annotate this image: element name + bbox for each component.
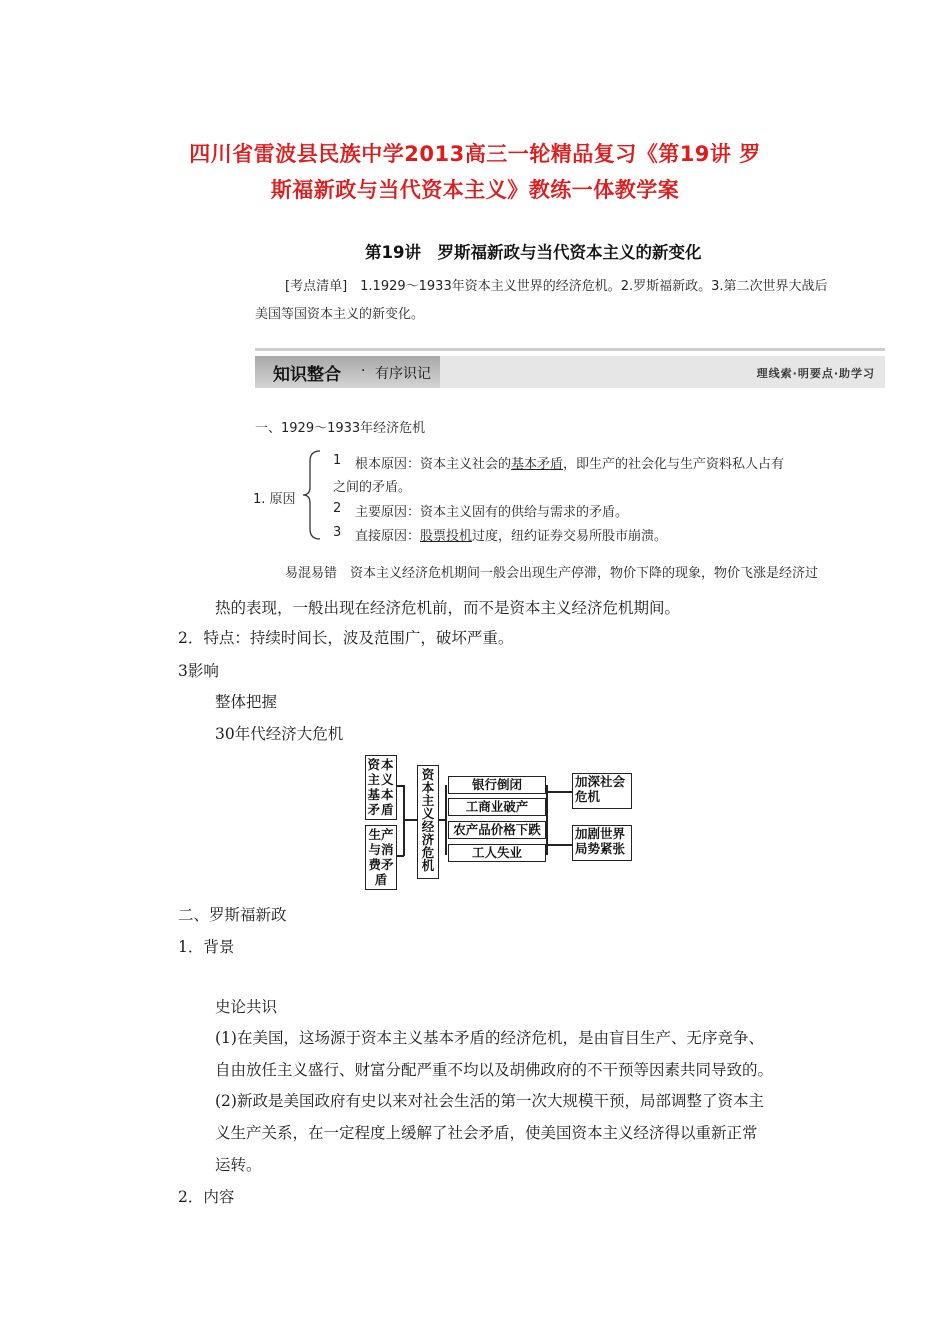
box-basic-label: 资本主义基本矛盾 — [367, 757, 395, 817]
cause3-line — [355, 525, 667, 544]
cause1-text-b: ，即生产的社会化与生产资料私人占有 — [563, 457, 785, 472]
cause1-line2: 之间的矛盾。 — [333, 480, 412, 495]
checklist-line1: [考点清单] 1.1929～1933年资本主义世界的经济危机。2.罗斯福新政。3.第二次世界大战后 — [285, 279, 828, 294]
lesson-title: 第19讲 罗斯福新政与当代资本主义的新变化 — [365, 243, 702, 262]
brace-icon — [300, 449, 324, 541]
box-out1-label: 加深社会危机 — [575, 774, 626, 804]
banner-right: 理线索·明要点·助学习 — [756, 367, 875, 380]
effect-farm-price-drop: 农产品价格下跌 — [448, 821, 546, 839]
box-deepen-social-crisis — [572, 773, 632, 809]
consensus-heading: 史论共识 — [215, 998, 278, 1016]
cause1-number: 1 — [333, 453, 342, 468]
background-heading: 1．背景 — [178, 938, 235, 956]
cause1-text-a: 根本原因：资本主义社会的 — [355, 457, 512, 472]
effect-unemployment: 工人失业 — [448, 844, 546, 862]
consensus-p1-line1: (1)在美国，这场源于资本主义基本矛盾的经济危机，是由盲目生产、无序竞争、 — [215, 1029, 764, 1047]
content-heading: 2．内容 — [178, 1188, 235, 1206]
cause-label: 1. 原因 — [253, 492, 296, 507]
cause1-underlined: 基本矛盾 — [511, 457, 564, 472]
box-basic-contradiction — [365, 755, 397, 820]
cause2-text: 主要原因：资本主义固有的供给与需求的矛盾。 — [355, 505, 629, 520]
consensus-p1-line2: 自由放任主义盛行、财富分配严重不均以及胡佛政府的不干预等因素共同导致的。 — [215, 1061, 774, 1079]
banner-dot: · — [361, 363, 366, 379]
feature-line: 2．特点：持续时间长，波及范围广，破坏严重。 — [178, 629, 514, 647]
consensus-p2-line3: 运转。 — [215, 1156, 262, 1174]
scanned-excerpt — [215, 215, 910, 580]
document-title-line1: 四川省雷波县民族中学2013高三一轮精品复习《第19讲 罗 — [189, 142, 761, 166]
consensus-p2-line2: 义生产关系，在一定程度上缓解了社会矛盾，使美国资本主义经济得以重新正常 — [215, 1124, 758, 1142]
checklist-line2: 美国等国资本主义的新变化。 — [255, 307, 425, 322]
banner-main: 知识整合 — [273, 365, 341, 385]
crisis-diagram — [362, 755, 634, 891]
effect-bank-failure: 银行倒闭 — [448, 776, 546, 794]
document-title-line2: 斯福新政与当代资本主义》教练一体教学案 — [270, 178, 680, 202]
section2-heading: 二、罗斯福新政 — [178, 906, 287, 924]
section1-heading: 一、1929～1933年经济危机 — [255, 421, 426, 436]
cause1-line1 — [355, 453, 784, 472]
box-supply-label: 生产与消费矛盾 — [368, 827, 394, 887]
box-world-tension — [572, 825, 632, 861]
banner-sub: 有序识记 — [375, 366, 431, 382]
confuse-note: 易混易错 资本主义经济危机期间一般会出现生产停滞，物价下降的现象，物价飞涨是经济过 — [285, 566, 819, 581]
box-crisis-label: 资本主义经济危机 — [421, 767, 435, 873]
cause3-text-b: 过度，纽约证券交易所股市崩溃。 — [472, 529, 668, 544]
overview-title: 30年代经济大危机 — [215, 725, 344, 743]
box-capitalist-crisis — [417, 765, 439, 879]
box-out2-label: 加剧世界局势紧张 — [575, 826, 626, 856]
influence-heading: 3影响 — [178, 662, 219, 680]
box-supply-contradiction — [365, 825, 397, 890]
cause3-text-a: 直接原因： — [355, 529, 421, 544]
cause2-number: 2 — [333, 501, 342, 516]
cause3-number: 3 — [333, 525, 342, 540]
confuse-continuation: 热的表现，一般出现在经济危机前，而不是资本主义经济危机期间。 — [215, 599, 681, 617]
effect-business-bankruptcy: 工商业破产 — [448, 798, 546, 816]
consensus-p2-line1: (2)新政是美国政府有史以来对社会生活的第一次大规模干预，局部调整了资本主 — [215, 1092, 764, 1110]
knowledge-banner — [255, 348, 885, 392]
cause3-underlined: 股票投机 — [420, 529, 473, 544]
overview-heading: 整体把握 — [215, 693, 278, 711]
